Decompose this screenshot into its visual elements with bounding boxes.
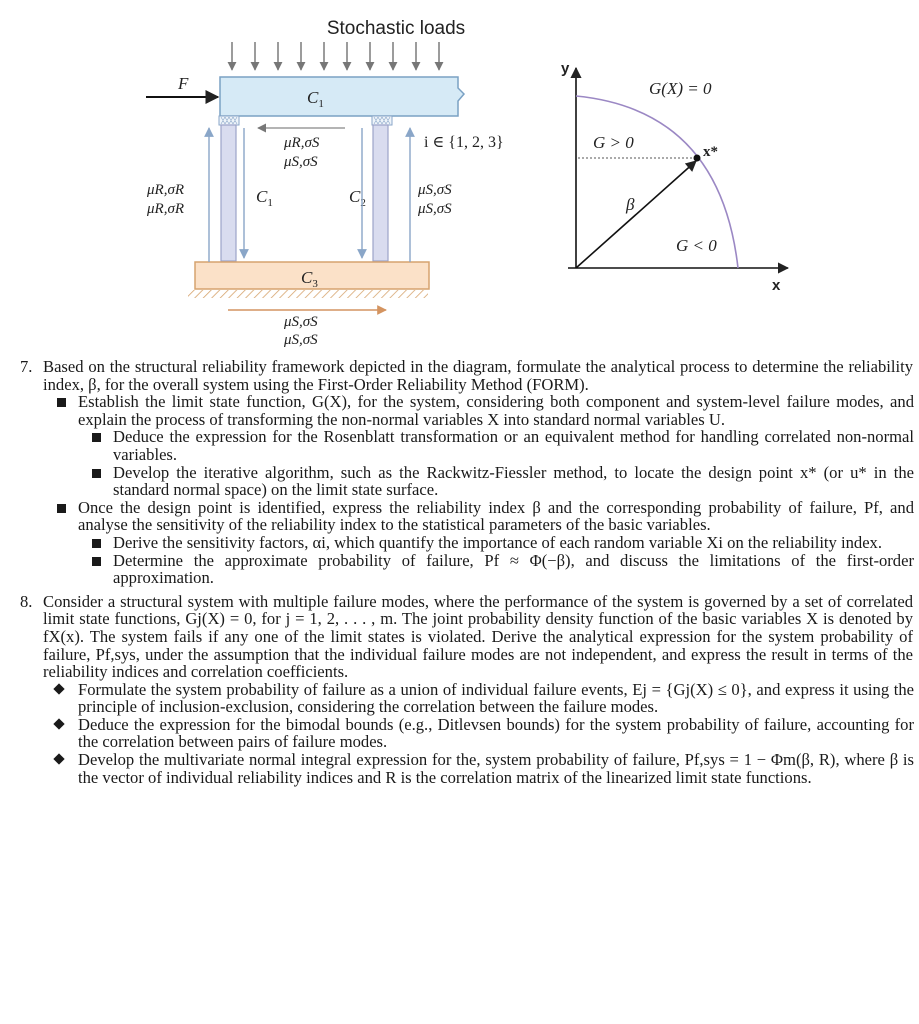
safe-region-label: G > 0	[593, 133, 634, 152]
list-item: Deduce the expression for the Rosenblatt transformation or an equivalent method for handling correlated non-normal variables.	[113, 428, 914, 463]
bottom-params-1: μS,σS	[284, 314, 318, 330]
reliability-graph	[561, 60, 788, 294]
design-point-marker	[694, 155, 701, 162]
square-bullet-icon	[92, 433, 101, 442]
beta-label: β	[626, 195, 635, 214]
column-c1	[221, 125, 236, 261]
question-text: Consider a structural system with multiple failure modes, where the performance of the system is governed by a set of correlated limit state functions, Gj(X) = 0, for j = 1, 2, . . . , m. The joint probability density function of the basic variables X is denoted by fX(x). The system fails if any one of the limit states is violated. Derive the analytical expression for the system probability of failure, Pf,sys, under the assumption that the individual failure modes are not independent, and express the result in terms of the reliability indices and correlation coefficients.	[43, 591, 913, 682]
square-bullet-icon	[92, 557, 101, 566]
x-axis-label: x	[772, 277, 781, 294]
list-item: Establish the limit state function, G(X), for the system, considering both component and system-level failure modes, and explain the process of transforming the non-normal variables X into standard normal variables U. Deduce the expression for the Rosenblatt transformation or an equivalent method for handling correlated non-normal variables. Develop the iterative algorithm, such as the Rackwitz-Fiessler method, to locate the design point x* (or u* in the standard normal space) on the limit state surface.	[78, 393, 914, 499]
question-8	[0, 593, 919, 681]
question-number: 8.	[20, 591, 33, 611]
list-item: Develop the multivariate normal integral expression for the, system probability of failure, Pf,sys = 1 − Φm(β, R), where β is the vector of individual reliability indices and R is the correlation matrix of the linearized limit state functions.	[78, 751, 914, 786]
failure-region-label: G < 0	[676, 236, 717, 255]
diamond-bullet-icon	[53, 753, 64, 764]
square-bullet-icon	[92, 539, 101, 548]
center-params-2: μS,σS	[284, 154, 318, 170]
square-bullet-icon	[92, 469, 101, 478]
diamond-bullet-icon	[53, 683, 64, 694]
stochastic-loads-title: Stochastic loads	[326, 18, 466, 39]
left-params-1: μR,σR	[147, 182, 185, 198]
index-set: i ∈ {1, 2, 3}	[424, 134, 504, 151]
questions-section	[0, 358, 919, 786]
structural-reliability-figure	[0, 0, 919, 350]
right-params-1: μS,σS	[418, 182, 452, 198]
question-7-items	[0, 393, 919, 587]
question-7	[0, 358, 919, 393]
square-bullet-icon	[57, 398, 66, 407]
stochastic-load-arrows	[232, 42, 439, 70]
svg-text:C1: $C_1$	[307, 88, 324, 110]
left-params-2: μR,σR	[147, 201, 185, 217]
list-item: Once the design point is identified, express the reliability index β and the corresponding probability of failure, Pf, and analyse the sensitivity of the reliability index to the statistical parameters of the basic variables. Derive the sensitivity factors, αi, which quantify the importance of each random variable Xi on the reliability index. Determine the approximate probability of failure, Pf ≈ Φ(−β), and discuss the limitations of the first-order approximation.	[78, 499, 914, 587]
right-params-2: μS,σS	[418, 201, 452, 217]
column-c2	[373, 125, 388, 261]
force-label: F	[178, 74, 189, 93]
y-axis-label: y	[561, 60, 570, 77]
bottom-params-2: μS,σS	[284, 332, 318, 348]
question-number: 7.	[20, 357, 33, 376]
svg-text:C1: $C_1$	[256, 187, 273, 209]
list-item: Formulate the system probability of failure as a union of individual failure events, Ej = {Gj(X) ≤ 0}, and express it using the principle of inclusion-exclusion, considering the correlation between the failure modes.	[78, 681, 914, 716]
square-bullet-icon	[57, 504, 66, 513]
question-text: Based on the structural reliability framework depicted in the diagram, formulate the analytical process to determine the reliability index, β, for the overall system using the First-Order Reliability Method (FORM).	[43, 357, 913, 394]
diamond-bullet-icon	[53, 718, 64, 729]
list-item: Determine the approximate probability of failure, Pf ≈ Φ(−β), and discuss the limitations of the first-order approximation.	[113, 552, 914, 587]
list-item: Develop the iterative algorithm, such as the Rackwitz-Fiessler method, to locate the design point x* (or u* in the standard normal space) on the limit state surface.	[113, 464, 914, 499]
svg-text:C3: $C_3$	[301, 268, 318, 290]
svg-text:C2: $C_2$	[349, 187, 366, 209]
question-8-items	[0, 681, 919, 787]
ground-hatch	[188, 290, 428, 298]
center-params-1: μR,σS	[284, 135, 320, 151]
design-point-label: x*	[703, 144, 718, 160]
list-item: Deduce the expression for the bimodal bounds (e.g., Ditlevsen bounds) for the system probability of failure, accounting for the correlation between pairs of failure modes.	[78, 716, 914, 751]
beam-c1	[220, 77, 464, 116]
limit-state-label: G(X) = 0	[649, 79, 712, 98]
list-item: Derive the sensitivity factors, αi, which quantify the importance of each random variable Xi on the reliability index.	[113, 534, 914, 552]
